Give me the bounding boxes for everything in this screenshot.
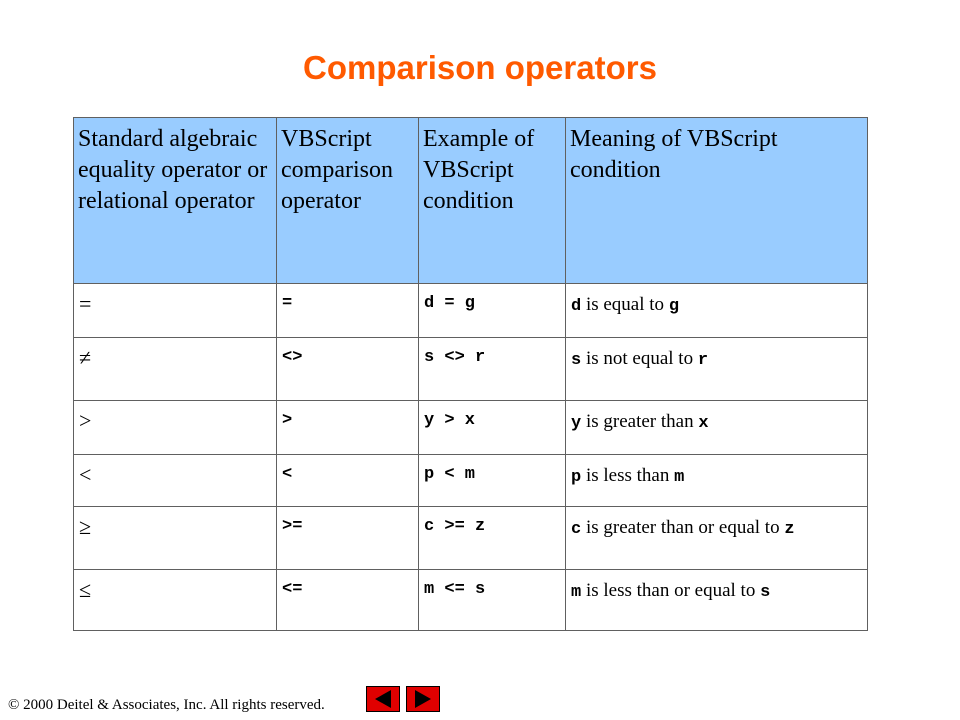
meaning-var-left: c (571, 520, 582, 539)
header-example: Example of VBScript condition (419, 118, 566, 284)
algebraic-operator: < (74, 455, 277, 507)
table-row (74, 570, 868, 631)
header-vbscript-operator: VBScript comparison operator (277, 118, 419, 284)
algebraic-operator: > (74, 401, 277, 455)
example-condition: c >= z (419, 507, 566, 570)
meaning-text: is not equal to (581, 348, 698, 369)
header-algebraic: Standard algebraic equality operator or relational operator (74, 118, 277, 284)
previous-slide-button[interactable] (366, 686, 400, 712)
meaning-var-right: g (668, 297, 680, 316)
table-row (74, 284, 868, 338)
example-condition: m <= s (419, 570, 566, 631)
meaning-var-left: p (571, 468, 582, 487)
algebraic-operator: ≤ (74, 570, 277, 631)
vbscript-operator: = (277, 284, 419, 338)
copyright-notice: © 2000 Deitel & Associates, Inc. All rights reserved. (8, 697, 325, 713)
meaning-var-left: y (571, 414, 582, 433)
operators-table (73, 117, 868, 631)
meaning-text: is less than (581, 465, 675, 486)
table-row (74, 455, 868, 507)
meaning-text: is less than or equal to (581, 580, 761, 601)
right-arrow-icon (407, 687, 439, 711)
header-meaning: Meaning of VBScript condition (566, 118, 868, 284)
meaning-cell (566, 284, 868, 338)
page-title: Comparison operators (303, 49, 657, 86)
table-row (74, 401, 868, 455)
meaning-text: is greater than or equal to (581, 517, 785, 538)
vbscript-operator: <> (277, 338, 419, 401)
algebraic-operator: ≥ (74, 507, 277, 570)
example-condition: s <> r (419, 338, 566, 401)
meaning-var-right: z (784, 520, 795, 539)
algebraic-operator: ≠ (74, 338, 277, 401)
vbscript-operator: < (277, 455, 419, 507)
vbscript-operator: >= (277, 507, 419, 570)
meaning-var-right: m (674, 468, 685, 487)
meaning-var-left: d (571, 297, 582, 316)
meaning-cell (566, 401, 868, 455)
meaning-var-left: m (571, 583, 582, 602)
meaning-text: is greater than (581, 411, 699, 432)
vbscript-operator: > (277, 401, 419, 455)
next-slide-button[interactable] (406, 686, 440, 712)
meaning-var-right: s (760, 583, 771, 602)
meaning-cell (566, 338, 868, 401)
meaning-cell (566, 507, 868, 570)
meaning-cell (566, 455, 868, 507)
table-row (74, 507, 868, 570)
meaning-var-left: s (571, 351, 582, 370)
table-header-row (74, 118, 868, 284)
left-arrow-icon (367, 687, 399, 711)
example-condition: y > x (419, 401, 566, 455)
table-row (74, 338, 868, 401)
example-condition: p < m (419, 455, 566, 507)
vbscript-operator: <= (277, 570, 419, 631)
meaning-text: is equal to (581, 294, 669, 315)
algebraic-operator: = (74, 284, 277, 338)
meaning-var-right: r (697, 351, 709, 370)
meaning-cell (566, 570, 868, 631)
example-condition: d = g (419, 284, 566, 338)
meaning-var-right: x (698, 414, 709, 433)
